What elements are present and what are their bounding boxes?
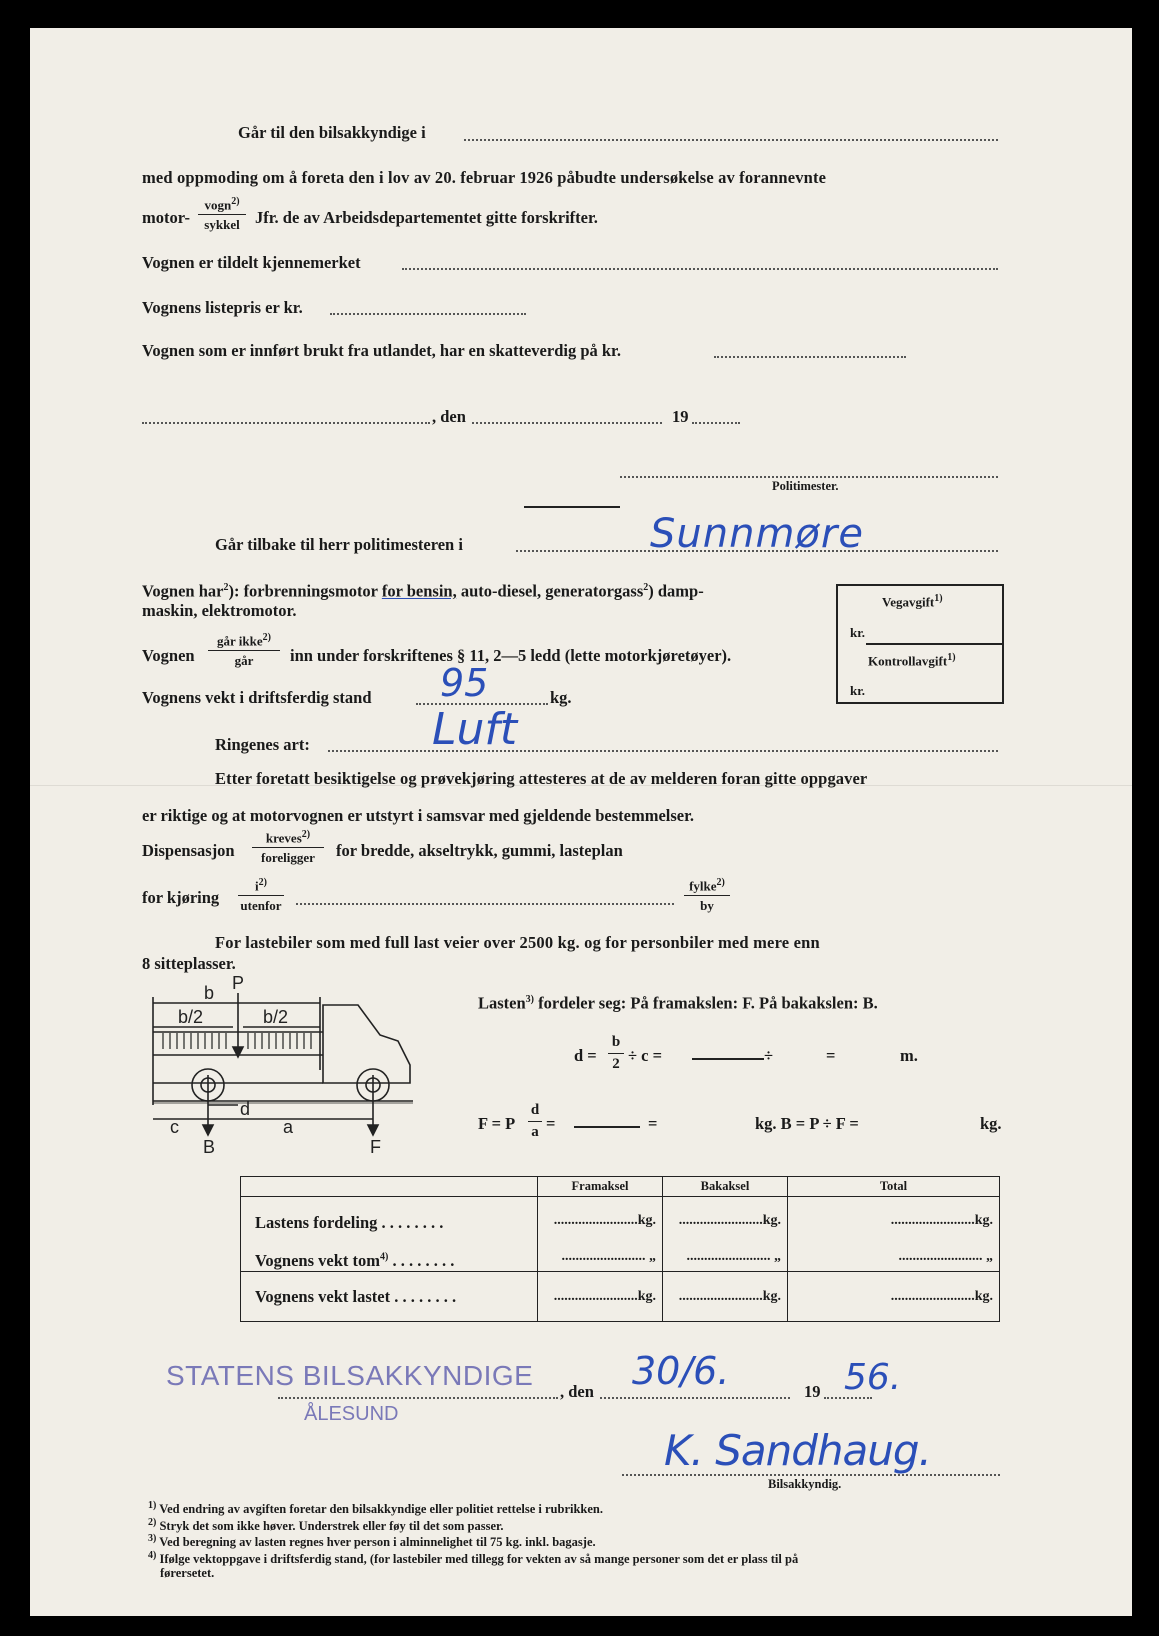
formula-blank-1[interactable] xyxy=(692,1058,764,1060)
footnote-1: $^{1)}$ Ved endring av avgiften foretar den bilsakkyndige eller politiet rettelse i rubrikken. xyxy=(148,1500,603,1517)
formula-div: ÷ xyxy=(764,1046,774,1065)
diagram-label-d: d xyxy=(240,1099,251,1119)
signature-place-field[interactable] xyxy=(278,1397,558,1399)
den-label: , den xyxy=(432,407,466,426)
diagram-label-F: F xyxy=(370,1137,381,1155)
tires-label: Ringenes art: xyxy=(215,735,310,754)
axle-table xyxy=(240,1176,1000,1322)
kjennemerke-field[interactable] xyxy=(402,268,998,270)
dispensasjon-rest: for bredde, akseltrykk, gummi, lasteplan xyxy=(336,841,623,860)
diagram-label-b2-left: b/2 xyxy=(178,1007,204,1027)
vegavgift-kr: kr. xyxy=(850,625,866,640)
signature-date-field[interactable] xyxy=(600,1397,790,1399)
b-over-2-fraction: $\frac{b}{2}$ xyxy=(608,1035,624,1072)
diagram-label-B: B xyxy=(203,1137,216,1155)
header-line2: med oppmoding om å foreta den i lov av 20. februar 1926 påbudte undersøkelse av forannevnte xyxy=(142,168,827,187)
row-label-lastens: Lastens fordeling . . . . . . . . xyxy=(255,1213,444,1232)
cell-total-last[interactable]: ........................kg. xyxy=(890,1213,993,1228)
truck-line1: For lastebiler som med full last veier over 2500 kg. og for personbiler med mere enn xyxy=(215,933,820,952)
engine-line2: maskin, elektromotor. xyxy=(142,601,297,620)
formula-eq3: = xyxy=(648,1114,658,1133)
underlined-fuel: for bensin, xyxy=(381,581,457,601)
formula-kg: kg. xyxy=(980,1114,1002,1133)
vognen-label: Vognen xyxy=(142,646,195,665)
header-line1-label: Går til den bilsakkyndige i xyxy=(238,123,426,142)
motor-prefix: motor- xyxy=(142,208,190,227)
formula-F: F = P xyxy=(478,1114,516,1133)
table-row xyxy=(241,1272,1000,1322)
cell-fram-tom[interactable]: ........................ „ xyxy=(561,1249,656,1264)
i-utenfor-fraction: $i^{2)}$ utenfor xyxy=(238,878,284,912)
attest-line1: Etter foretatt besiktigelse og prøvekjøring attesteres at de av melderen foran gitte oppgaver xyxy=(215,769,868,788)
diagram-label-c: c xyxy=(170,1117,179,1137)
bilsakkyndig-label: Bilsakkyndig. xyxy=(768,1477,842,1491)
diagram-label-b: b xyxy=(204,983,215,1003)
forskrift-text: inn under forskriftenes § 11, 2—5 ledd (lette motorkjøretøyer). xyxy=(290,646,732,665)
stamp-line1: STATENS BILSAKKYNDIGE xyxy=(166,1360,534,1391)
cell-bak-last[interactable]: ........................kg. xyxy=(678,1213,781,1228)
axle-load-diagram xyxy=(148,975,448,1155)
fees-divider xyxy=(866,643,1002,645)
bilsakkyndige-place-field[interactable] xyxy=(464,139,998,141)
for-kjoring-label: for kjøring xyxy=(142,888,220,907)
date-field[interactable] xyxy=(472,422,662,424)
signature-year-handwritten: 56. xyxy=(844,1357,902,1398)
place-field[interactable] xyxy=(142,422,430,424)
table-row xyxy=(241,1197,1000,1272)
listepris-field[interactable] xyxy=(330,313,526,315)
formula-kgB: kg. B = P ÷ F = xyxy=(755,1114,859,1133)
diagram-label-P: P xyxy=(232,975,245,993)
kreves-fraction: kreves$^{2)}$ foreligger xyxy=(252,830,324,864)
fylke-by-fraction: fylke$^{2)}$ by xyxy=(684,878,730,912)
section-divider xyxy=(524,506,620,508)
kontrollavgift-kr: kr. xyxy=(850,683,866,698)
formula-m: m. xyxy=(900,1046,918,1065)
header-line3-rest: Jfr. de av Arbeidsdepartementet gitte forskrifter. xyxy=(255,208,598,227)
dispensasjon-label: Dispensasjon xyxy=(142,841,235,860)
header-total: Total xyxy=(788,1177,1000,1197)
footnote-4-cont: førersetet. xyxy=(160,1566,215,1581)
formula-blank-2[interactable] xyxy=(574,1126,640,1128)
cell-fram-lastet[interactable]: ........................kg. xyxy=(538,1272,663,1322)
footnote-2: $^{2)}$ Stryk det som ikke høver. Understrek eller føy til det som passer. xyxy=(148,1516,504,1533)
cell-total-lastet[interactable]: ........................kg. xyxy=(788,1272,1000,1322)
footnotes xyxy=(148,1500,798,1581)
fees-box xyxy=(836,584,1004,704)
header-bakaksel: Bakaksel xyxy=(663,1177,788,1197)
engine-line1: Vognen har$^2$): forbrenningsmotor for bensin, auto-diesel, generatorgass$^2$) damp- xyxy=(142,581,704,601)
weight-unit: kg. xyxy=(550,688,572,707)
cell-bak-tom[interactable]: ........................ „ xyxy=(686,1249,781,1264)
footnote-4: $^{4)}$ Ifølge vektoppgave i driftsferdig stand, (for lastebiler med tillegg for vekten av så mange personer som det er plass til på xyxy=(148,1549,799,1566)
table-corner xyxy=(241,1177,538,1197)
attest-line2: er riktige og at motorvognen er utstyrt i samsvar med gjeldende bestemmelser. xyxy=(142,806,695,825)
politimester-signature-field[interactable] xyxy=(620,476,998,478)
signature-date-handwritten: 30/6. xyxy=(632,1349,730,1393)
row-label-vekt-lastet: Vognens vekt lastet . . . . . . . . xyxy=(241,1272,538,1322)
signature-year-prefix: 19 xyxy=(804,1382,821,1401)
vogn-sykkel-fraction: vogn$^{2)}$ sykkel xyxy=(198,197,246,231)
tires-handwritten: Luft xyxy=(432,704,518,755)
politimester-label: Politimester. xyxy=(772,479,839,493)
stamp-line2: ÅLESUND xyxy=(304,1403,399,1425)
vegavgift-label: Vegavgift$^{1)}$ xyxy=(882,593,943,610)
header-framaksel: Framaksel xyxy=(538,1177,663,1197)
bilsakkyndig-signature: K. Sandhaug. xyxy=(664,1426,931,1475)
lasten-line: Lasten$^{3)}$ fordeler seg: På framakslen: F. På bakakslen: B. xyxy=(478,993,878,1013)
skatteverdig-field[interactable] xyxy=(714,356,906,358)
return-label: Går tilbake til herr politimesteren i xyxy=(215,535,463,554)
weight-label: Vognens vekt i driftsferdig stand xyxy=(142,688,372,707)
formula-d-lhs: d = xyxy=(574,1046,597,1065)
kontrollavgift-label: Kontrollavgift$^{1)}$ xyxy=(868,652,956,669)
signature-den-label: , den xyxy=(560,1382,594,1401)
row-label-vekt-tom: Vognens vekt tom$^{4)}$ . . . . . . . . xyxy=(255,1251,455,1270)
weight-handwritten: 95 xyxy=(440,661,489,705)
truck-line2: 8 sitteplasser. xyxy=(142,954,236,973)
gar-fraction: går ikke$^{2)}$ går xyxy=(208,633,280,667)
year-field[interactable] xyxy=(692,422,740,424)
return-place-handwritten: Sunnmøre xyxy=(650,511,864,557)
kjennemerke-label: Vognen er tildelt kjennemerket xyxy=(142,253,361,272)
listepris-label: Vognens listepris er kr. xyxy=(142,298,303,317)
d-over-a-fraction: $\frac{d}{a}$ xyxy=(528,1103,542,1140)
cell-fram-last[interactable]: ........................kg. xyxy=(553,1213,656,1228)
kjoring-field[interactable] xyxy=(296,903,674,905)
cell-bak-lastet[interactable]: ........................kg. xyxy=(663,1272,788,1322)
year-prefix: 19 xyxy=(672,407,689,426)
formula-d-rest: ÷ c = xyxy=(628,1046,663,1065)
footnote-3: $^{3)}$ Ved beregning av lasten regnes hver person i alminnelighet til 75 kg. inkl. bagasje. xyxy=(148,1533,596,1550)
formula-eq2: = xyxy=(546,1114,556,1133)
diagram-label-a: a xyxy=(283,1117,294,1137)
cell-total-tom[interactable]: ........................ „ xyxy=(898,1249,993,1264)
formula-eq: = xyxy=(826,1046,836,1065)
tires-field[interactable] xyxy=(328,750,998,752)
diagram-label-b2-right: b/2 xyxy=(263,1007,289,1027)
skatteverdig-label: Vognen som er innført brukt fra utlandet, har en skatteverdig på kr. xyxy=(142,341,621,360)
